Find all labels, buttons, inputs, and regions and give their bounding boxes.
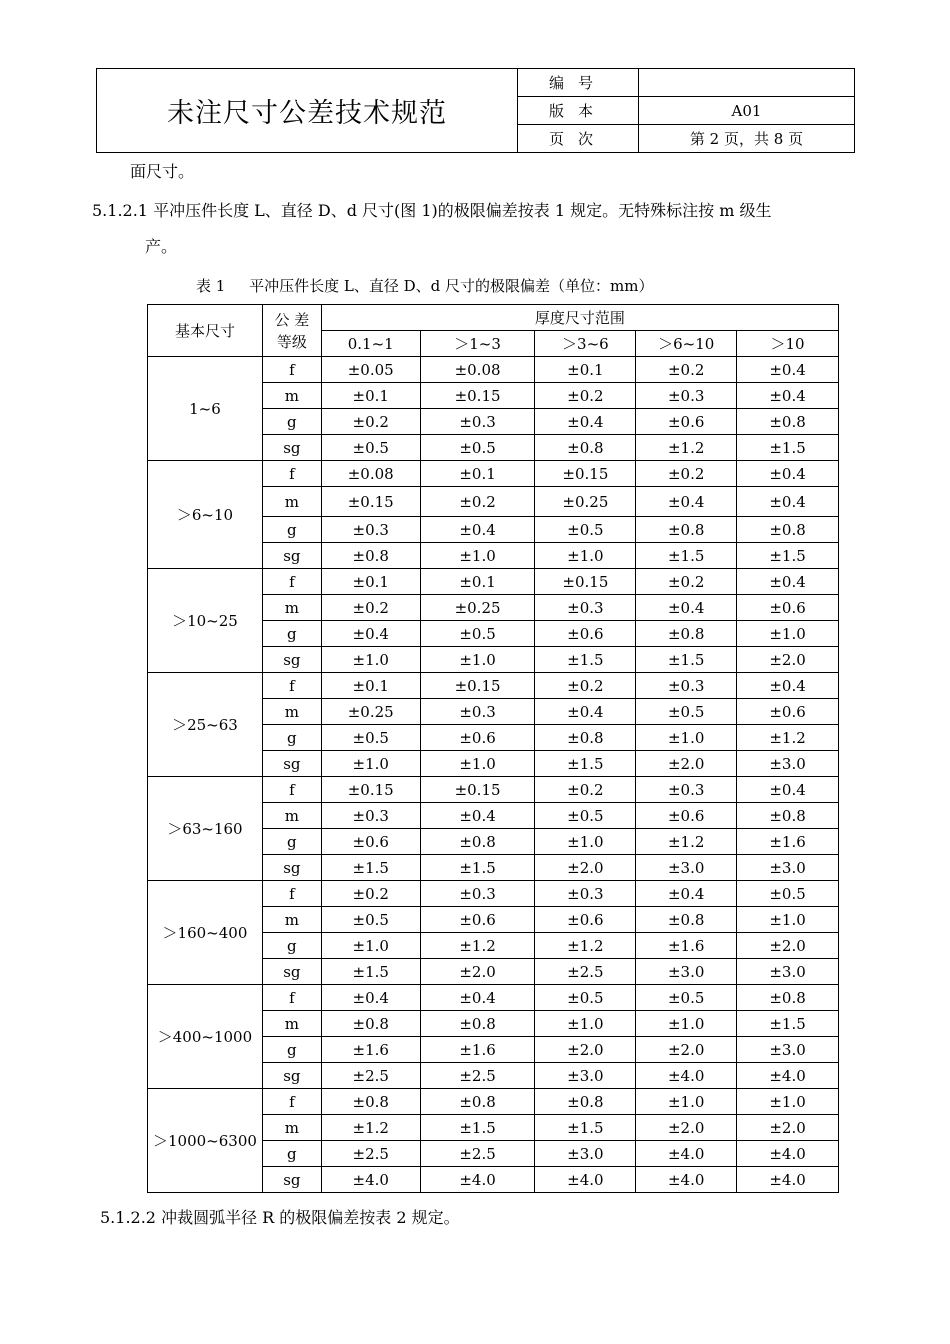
paragraph-5-1-2-1-line2: 产。	[145, 237, 178, 256]
tolerance-value-cell: ±0.4	[420, 985, 535, 1011]
tolerance-value-cell: ±1.0	[737, 907, 839, 933]
tolerance-value-cell: ±0.15	[535, 569, 636, 595]
tolerance-value-cell: ±1.6	[636, 933, 737, 959]
tolerance-value-cell: ±0.15	[535, 461, 636, 487]
grade-cell: m	[262, 699, 321, 725]
thickness-range-cell: ＞1~3	[420, 331, 535, 357]
tolerance-value-cell: ±0.05	[321, 357, 420, 383]
tolerance-value-cell: ±0.15	[420, 777, 535, 803]
tolerance-value-cell: ±1.5	[321, 855, 420, 881]
tolerance-value-cell: ±2.0	[535, 855, 636, 881]
tolerance-value-cell: ±4.0	[737, 1063, 839, 1089]
grade-cell: sg	[262, 751, 321, 777]
tolerance-value-cell: ±3.0	[737, 1037, 839, 1063]
header-label-version: 版本	[518, 97, 639, 125]
table-caption: 表 1 平冲压件长度 L、直径 D、d 尺寸的极限偏差（单位：mm）	[196, 277, 654, 295]
tolerance-value-cell: ±0.2	[636, 357, 737, 383]
tolerance-value-cell: ±2.0	[737, 933, 839, 959]
tolerance-value-cell: ±0.3	[535, 881, 636, 907]
tolerance-value-cell: ±0.5	[321, 907, 420, 933]
tolerance-value-cell: ±1.0	[535, 829, 636, 855]
grade-cell: g	[262, 933, 321, 959]
tolerance-value-cell: ±3.0	[535, 1063, 636, 1089]
tolerance-value-cell: ±0.8	[737, 985, 839, 1011]
tolerance-value-cell: ±0.25	[420, 595, 535, 621]
tolerance-value-cell: ±0.1	[321, 673, 420, 699]
tolerance-value-cell: ±0.4	[737, 487, 839, 517]
header-label-page: 页次	[518, 125, 639, 153]
basic-size-cell: 1~6	[148, 357, 263, 461]
tolerance-value-cell: ±0.15	[321, 777, 420, 803]
tolerance-value-cell: ±1.0	[420, 751, 535, 777]
tolerance-value-cell: ±1.0	[321, 751, 420, 777]
tolerance-value-cell: ±0.1	[321, 383, 420, 409]
header-tolerance-grade	[262, 305, 321, 357]
grade-cell: g	[262, 1037, 321, 1063]
tolerance-value-cell: ±1.2	[636, 435, 737, 461]
grade-cell: sg	[262, 435, 321, 461]
grade-cell: g	[262, 621, 321, 647]
grade-cell: m	[262, 1011, 321, 1037]
tolerance-value-cell: ±0.4	[636, 881, 737, 907]
tolerance-value-cell: ±1.2	[535, 933, 636, 959]
tolerance-value-cell: ±0.25	[321, 699, 420, 725]
tolerance-value-cell: ±0.8	[737, 517, 839, 543]
tolerance-value-cell: ±1.5	[636, 647, 737, 673]
tolerance-value-cell: ±0.6	[636, 803, 737, 829]
tolerance-value-cell: ±0.25	[535, 487, 636, 517]
document-header	[96, 68, 855, 153]
tolerance-value-cell: ±1.0	[737, 621, 839, 647]
basic-size-cell: ＞25~63	[148, 673, 263, 777]
tolerance-value-cell: ±1.0	[321, 647, 420, 673]
table-row	[148, 461, 839, 487]
tolerance-value-cell: ±1.5	[321, 959, 420, 985]
tolerance-value-cell: ±0.2	[321, 595, 420, 621]
grade-cell: sg	[262, 543, 321, 569]
tolerance-value-cell: ±0.6	[636, 409, 737, 435]
grade-cell: f	[262, 985, 321, 1011]
grade-cell: g	[262, 409, 321, 435]
tolerance-value-cell: ±0.4	[420, 517, 535, 543]
tolerance-value-cell: ±3.0	[737, 855, 839, 881]
tolerance-value-cell: ±1.2	[420, 933, 535, 959]
header-value-page: 第 2 页，共 8 页	[639, 125, 855, 153]
tolerance-value-cell: ±2.5	[420, 1063, 535, 1089]
tolerance-value-cell: ±0.5	[636, 699, 737, 725]
grade-cell: m	[262, 1115, 321, 1141]
tolerance-value-cell: ±0.15	[420, 383, 535, 409]
document-title: 未注尺寸公差技术规范	[97, 69, 518, 153]
header-tolerance-grade-line2: 等级	[276, 332, 307, 351]
tolerance-value-cell: ±0.5	[636, 985, 737, 1011]
tolerance-value-cell: ±4.0	[636, 1167, 737, 1193]
tolerance-value-cell: ±0.5	[420, 621, 535, 647]
tolerance-table	[147, 304, 839, 1193]
tolerance-value-cell: ±0.5	[321, 725, 420, 751]
tolerance-value-cell: ±2.5	[321, 1063, 420, 1089]
tolerance-value-cell: ±1.5	[737, 543, 839, 569]
tolerance-value-cell: ±1.0	[636, 725, 737, 751]
tolerance-value-cell: ±0.8	[636, 517, 737, 543]
grade-cell: g	[262, 517, 321, 543]
tolerance-value-cell: ±0.8	[737, 803, 839, 829]
tolerance-value-cell: ±0.8	[321, 1089, 420, 1115]
tolerance-value-cell: ±0.8	[420, 829, 535, 855]
tolerance-value-cell: ±1.5	[636, 543, 737, 569]
tolerance-value-cell: ±3.0	[636, 959, 737, 985]
table-row	[148, 881, 839, 907]
tolerance-value-cell: ±2.0	[636, 751, 737, 777]
tolerance-value-cell: ±0.4	[737, 461, 839, 487]
tolerance-value-cell: ±0.4	[737, 569, 839, 595]
tolerance-value-cell: ±3.0	[737, 751, 839, 777]
tolerance-value-cell: ±1.5	[420, 1115, 535, 1141]
tolerance-value-cell: ±1.6	[420, 1037, 535, 1063]
grade-cell: m	[262, 907, 321, 933]
tolerance-value-cell: ±0.5	[420, 435, 535, 461]
tolerance-value-cell: ±0.6	[737, 595, 839, 621]
tolerance-value-cell: ±0.8	[737, 409, 839, 435]
tolerance-value-cell: ±0.1	[420, 569, 535, 595]
tolerance-value-cell: ±0.8	[321, 543, 420, 569]
tolerance-value-cell: ±0.2	[535, 777, 636, 803]
table-row	[148, 673, 839, 699]
tolerance-value-cell: ±0.2	[321, 409, 420, 435]
header-label-number: 编号	[518, 69, 639, 97]
tolerance-value-cell: ±0.8	[420, 1011, 535, 1037]
tolerance-value-cell: ±2.5	[420, 1141, 535, 1167]
basic-size-cell: ＞63~160	[148, 777, 263, 881]
tolerance-value-cell: ±0.8	[535, 725, 636, 751]
tolerance-value-cell: ±4.0	[636, 1141, 737, 1167]
tolerance-value-cell: ±0.08	[321, 461, 420, 487]
tolerance-value-cell: ±0.8	[636, 907, 737, 933]
table-row	[148, 777, 839, 803]
tolerance-value-cell: ±2.0	[636, 1037, 737, 1063]
tolerance-value-cell: ±1.0	[737, 1089, 839, 1115]
tolerance-value-cell: ±0.1	[535, 357, 636, 383]
tolerance-value-cell: ±0.3	[321, 517, 420, 543]
paragraph-5-1-2-2: 5.1.2.2 冲裁圆弧半径 R 的极限偏差按表 2 规定。	[100, 1208, 460, 1227]
header-tolerance-grade-line1: 公 差	[274, 310, 310, 329]
tolerance-value-cell: ±0.3	[636, 777, 737, 803]
basic-size-cell: ＞6~10	[148, 461, 263, 569]
tolerance-value-cell: ±0.4	[737, 357, 839, 383]
tolerance-value-cell: ±0.6	[535, 621, 636, 647]
grade-cell: sg	[262, 855, 321, 881]
tolerance-value-cell: ±4.0	[321, 1167, 420, 1193]
tolerance-value-cell: ±0.4	[737, 383, 839, 409]
tolerance-value-cell: ±0.3	[420, 881, 535, 907]
tolerance-value-cell: ±0.4	[321, 985, 420, 1011]
grade-cell: f	[262, 569, 321, 595]
tolerance-value-cell: ±0.4	[321, 621, 420, 647]
tolerance-value-cell: ±0.5	[535, 803, 636, 829]
tolerance-value-cell: ±1.0	[420, 647, 535, 673]
basic-size-cell: ＞400~1000	[148, 985, 263, 1089]
tolerance-value-cell: ±2.5	[321, 1141, 420, 1167]
tolerance-value-cell: ±0.8	[420, 1089, 535, 1115]
grade-cell: sg	[262, 1167, 321, 1193]
tolerance-value-cell: ±2.0	[636, 1115, 737, 1141]
grade-cell: sg	[262, 1063, 321, 1089]
tolerance-value-cell: ±0.3	[535, 595, 636, 621]
thickness-range-cell: 0.1~1	[321, 331, 420, 357]
tolerance-value-cell: ±1.5	[535, 751, 636, 777]
grade-cell: m	[262, 803, 321, 829]
thickness-range-cell: ＞10	[737, 331, 839, 357]
tolerance-value-cell: ±0.4	[420, 803, 535, 829]
grade-cell: sg	[262, 647, 321, 673]
tolerance-value-cell: ±0.3	[636, 383, 737, 409]
grade-cell: g	[262, 1141, 321, 1167]
tolerance-value-cell: ±4.0	[737, 1141, 839, 1167]
tolerance-value-cell: ±0.8	[535, 435, 636, 461]
tolerance-value-cell: ±1.0	[321, 933, 420, 959]
tolerance-value-cell: ±2.0	[420, 959, 535, 985]
grade-cell: f	[262, 461, 321, 487]
tolerance-table-body	[148, 357, 839, 1193]
header-value-number	[639, 69, 855, 97]
tolerance-value-cell: ±0.6	[535, 907, 636, 933]
tolerance-value-cell: ±0.3	[636, 673, 737, 699]
tolerance-value-cell: ±0.2	[636, 569, 737, 595]
thickness-range-cell: ＞6~10	[636, 331, 737, 357]
tolerance-value-cell: ±0.8	[636, 621, 737, 647]
tolerance-value-cell: ±1.5	[737, 1011, 839, 1037]
grade-cell: m	[262, 487, 321, 517]
tolerance-value-cell: ±0.15	[420, 673, 535, 699]
tolerance-value-cell: ±0.2	[535, 383, 636, 409]
tolerance-value-cell: ±3.0	[535, 1141, 636, 1167]
tolerance-value-cell: ±0.6	[737, 699, 839, 725]
grade-cell: g	[262, 829, 321, 855]
tolerance-value-cell: ±1.0	[636, 1011, 737, 1037]
tolerance-value-cell: ±1.5	[420, 855, 535, 881]
grade-cell: sg	[262, 959, 321, 985]
tolerance-value-cell: ±1.6	[321, 1037, 420, 1063]
header-value-version: A01	[639, 97, 855, 125]
tolerance-value-cell: ±0.15	[321, 487, 420, 517]
table-row	[148, 985, 839, 1011]
tolerance-value-cell: ±0.4	[535, 409, 636, 435]
tolerance-value-cell: ±1.0	[535, 1011, 636, 1037]
header-basic-size: 基本尺寸	[148, 305, 263, 357]
tolerance-value-cell: ±4.0	[535, 1167, 636, 1193]
basic-size-cell: ＞10~25	[148, 569, 263, 673]
tolerance-value-cell: ±2.0	[737, 647, 839, 673]
tolerance-value-cell: ±1.0	[535, 543, 636, 569]
grade-cell: f	[262, 881, 321, 907]
tolerance-value-cell: ±0.1	[321, 569, 420, 595]
grade-cell: f	[262, 673, 321, 699]
grade-cell: g	[262, 725, 321, 751]
grade-cell: m	[262, 595, 321, 621]
tolerance-value-cell: ±0.3	[321, 803, 420, 829]
tolerance-value-cell: ±0.6	[321, 829, 420, 855]
paragraph-continuation: 面尺寸。	[130, 162, 195, 181]
tolerance-value-cell: ±0.4	[737, 673, 839, 699]
tolerance-value-cell: ±3.0	[737, 959, 839, 985]
tolerance-value-cell: ±0.5	[737, 881, 839, 907]
tolerance-value-cell: ±0.5	[321, 435, 420, 461]
tolerance-value-cell: ±1.2	[636, 829, 737, 855]
tolerance-value-cell: ±4.0	[420, 1167, 535, 1193]
table-row	[148, 357, 839, 383]
tolerance-value-cell: ±1.5	[535, 647, 636, 673]
tolerance-value-cell: ±0.3	[420, 699, 535, 725]
tolerance-value-cell: ±0.5	[535, 517, 636, 543]
tolerance-value-cell: ±0.4	[737, 777, 839, 803]
tolerance-value-cell: ±1.2	[321, 1115, 420, 1141]
grade-cell: f	[262, 357, 321, 383]
tolerance-value-cell: ±1.0	[420, 543, 535, 569]
tolerance-value-cell: ±0.2	[535, 673, 636, 699]
tolerance-value-cell: ±2.0	[535, 1037, 636, 1063]
thickness-range-cell: ＞3~6	[535, 331, 636, 357]
table-row	[148, 569, 839, 595]
basic-size-cell: ＞160~400	[148, 881, 263, 985]
tolerance-value-cell: ±0.4	[535, 699, 636, 725]
tolerance-value-cell: ±0.3	[420, 409, 535, 435]
tolerance-value-cell: ±4.0	[737, 1167, 839, 1193]
table-row	[148, 1089, 839, 1115]
tolerance-value-cell: ±0.6	[420, 725, 535, 751]
paragraph-5-1-2-1-line1: 5.1.2.1 平冲压件长度 L、直径 D、d 尺寸(图 1)的极限偏差按表 1 规定。无特殊标注按 m 级生	[92, 201, 772, 220]
tolerance-value-cell: ±0.2	[321, 881, 420, 907]
tolerance-value-cell: ±1.6	[737, 829, 839, 855]
tolerance-value-cell: ±0.4	[636, 595, 737, 621]
tolerance-value-cell: ±3.0	[636, 855, 737, 881]
grade-cell: f	[262, 777, 321, 803]
tolerance-value-cell: ±1.5	[535, 1115, 636, 1141]
tolerance-value-cell: ±4.0	[636, 1063, 737, 1089]
tolerance-value-cell: ±0.6	[420, 907, 535, 933]
header-thickness-range: 厚度尺寸范围	[321, 305, 838, 331]
tolerance-value-cell: ±2.0	[737, 1115, 839, 1141]
grade-cell: f	[262, 1089, 321, 1115]
tolerance-value-cell: ±0.1	[420, 461, 535, 487]
tolerance-value-cell: ±1.5	[737, 435, 839, 461]
grade-cell: m	[262, 383, 321, 409]
tolerance-value-cell: ±0.08	[420, 357, 535, 383]
tolerance-value-cell: ±0.5	[535, 985, 636, 1011]
tolerance-value-cell: ±1.0	[636, 1089, 737, 1115]
basic-size-cell: ＞1000~6300	[148, 1089, 263, 1193]
tolerance-value-cell: ±0.8	[535, 1089, 636, 1115]
tolerance-value-cell: ±1.2	[737, 725, 839, 751]
tolerance-value-cell: ±2.5	[535, 959, 636, 985]
tolerance-value-cell: ±0.2	[636, 461, 737, 487]
tolerance-value-cell: ±0.4	[636, 487, 737, 517]
tolerance-value-cell: ±0.8	[321, 1011, 420, 1037]
tolerance-value-cell: ±0.2	[420, 487, 535, 517]
